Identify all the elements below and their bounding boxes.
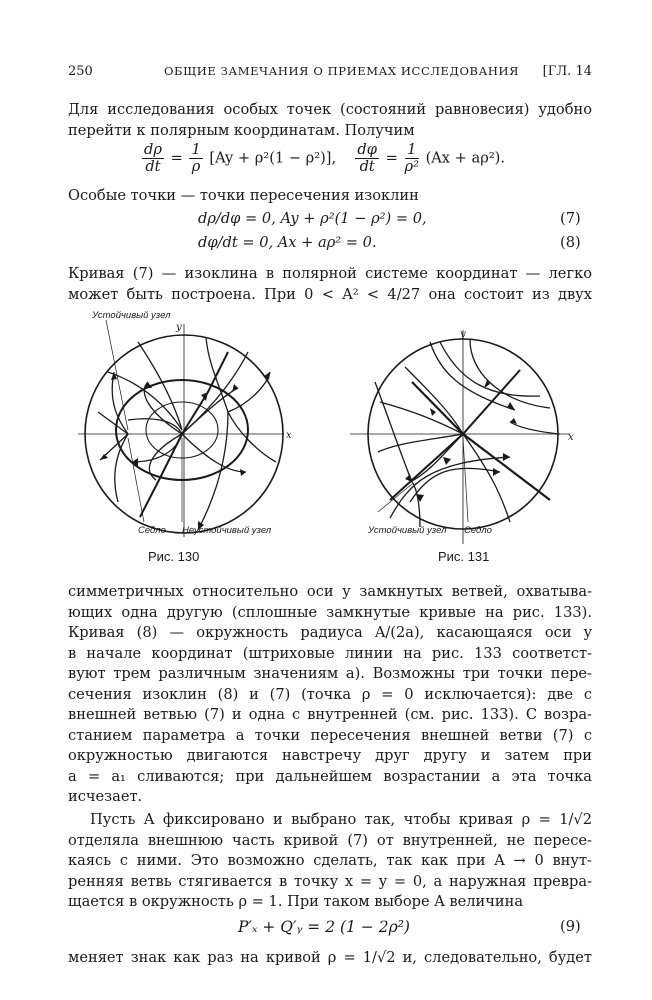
equation-9-number: (9)	[560, 918, 581, 935]
text-line: станием параметра a точки пересечения внешней ветви (7) с	[68, 726, 592, 744]
fig130-label-stable-node: Устойчивый узел	[92, 310, 171, 321]
intro-paragraph	[68, 100, 592, 141]
fig130-axis-y: y	[176, 322, 182, 333]
symmetric-branches-paragraph	[68, 582, 592, 808]
equation-7: dρ/dφ = 0, Ay + ρ²(1 − ρ²) = 0,	[198, 210, 427, 227]
text-line: исчезает.	[68, 788, 143, 805]
text-line: Для исследования особых точек (состояний равновесия) удобно	[68, 101, 592, 118]
text-line: вуют трем различным значениям a). Возможны три точки пере-	[68, 665, 592, 682]
figure-131-phase-portrait	[350, 322, 580, 547]
fig130-axis-x: x	[286, 430, 292, 441]
text-line: отделяла внешнюю часть кривой (7) от внутренней, не пересе-	[68, 831, 592, 849]
text-line: Пусть A фиксировано и выбрано так, чтобы кривая ρ = 1/√2	[90, 811, 592, 828]
equation-7-number: (7)	[560, 210, 581, 227]
equation-8: dφ/dt = 0, Ax + aρ² = 0.	[198, 234, 377, 251]
chapter-label: [ГЛ. 14	[542, 64, 592, 79]
text-line: a = a₁ сливаются; при дальнейшем возрастании a эта точка	[68, 767, 592, 785]
fraction: $\frac{d\varphi}{dt}$	[357, 141, 377, 175]
page-number: 250	[68, 64, 93, 79]
fraction: $\frac{1}{\rho}$	[191, 141, 201, 175]
fig131-axis-y: y	[460, 329, 466, 340]
text-line: Кривая (7) — изоклина в полярной системе координат — легко	[68, 265, 592, 282]
text-line: окружностью двигаются навстречу друг другу и затем при	[68, 747, 592, 764]
figure-131-caption: Рис. 131	[438, 549, 490, 564]
page-header	[68, 64, 592, 82]
leader-saddle	[463, 438, 468, 522]
text-line: симметричных относительно оси y замкнутых ветвей, охватыва-	[68, 583, 592, 600]
fig131-axis-x: x	[568, 432, 574, 443]
curve-paragraph	[68, 264, 592, 305]
fig130-label-unstable-node: Неустойчивый узел	[182, 525, 272, 536]
formula-term: (Ax + aρ²).	[425, 149, 506, 167]
text-line: ренняя ветвь стягивается в точку x = y = 0, а наружная превра-	[68, 872, 592, 890]
running-title: ОБЩИЕ ЗАМЕЧАНИЯ О ПРИЕМАХ ИССЛЕДОВАНИЯ	[164, 64, 520, 78]
figure-130-phase-portrait	[78, 312, 318, 547]
polar-equations: $\frac{d\rho}{dt}$ = $\frac{1}{\rho}$ [Ay + ρ²(1 − ρ²)], $\frac{d\varphi}{dt}$ = $\frac{1}{\text{ρ²}}$ (Ax + aρ²).	[144, 141, 506, 175]
text-line: может быть построена. При 0 < A² < 4/27 она состоит из двух	[68, 285, 592, 303]
text-line: каясь с ними. Это возможно сделать, так как при A → 0 внут-	[68, 852, 592, 869]
leader-saddle	[128, 438, 144, 522]
text-line: ющих одна другую (сплошные замкнутые кривые на рис. 133).	[68, 603, 592, 621]
leader-stable-node	[378, 484, 412, 512]
equation-8-number: (8)	[560, 234, 581, 251]
fig130-label-saddle: Седло	[138, 525, 166, 536]
text-line: перейти к полярным координатам. Получим	[68, 121, 415, 139]
fraction: $\frac{d\rho}{dt}$	[144, 141, 162, 175]
fixed-a-paragraph	[68, 810, 592, 913]
singular-points-line: Особые точки — точки пересечения изоклин	[68, 187, 419, 204]
fraction: $\frac{1}{\text{ρ²}}$	[404, 141, 419, 175]
text-line: щается в окружность ρ = 1. При таком выборе A величина	[68, 893, 524, 910]
text-line: в начале координат (штриховые линии на рис. 133 соответст-	[68, 644, 592, 662]
fig131-label-saddle: Седло	[464, 525, 492, 536]
formula-term: [Ay + ρ²(1 − ρ²)],	[209, 149, 337, 167]
figure-130-caption: Рис. 130	[148, 549, 200, 564]
text-line: внешней ветвью (7) и одна с внутренней (см. рис. 133). С возра-	[68, 706, 592, 723]
text-line: сечения изоклин (8) и (7) (точка ρ = 0 исключается): две с	[68, 685, 592, 703]
text-line: Кривая (8) — окружность радиуса A/(2a), касающаяся оси y	[68, 624, 592, 641]
text-line: меняет знак как раз на кривой ρ = 1/√2 и, следовательно, будет	[68, 949, 592, 966]
equation-9: P′ₓ + Q′ᵧ = 2 (1 − 2ρ²)	[238, 918, 410, 936]
fig131-label-stable-node: Устойчивый узел	[368, 525, 447, 536]
final-paragraph	[68, 948, 592, 969]
